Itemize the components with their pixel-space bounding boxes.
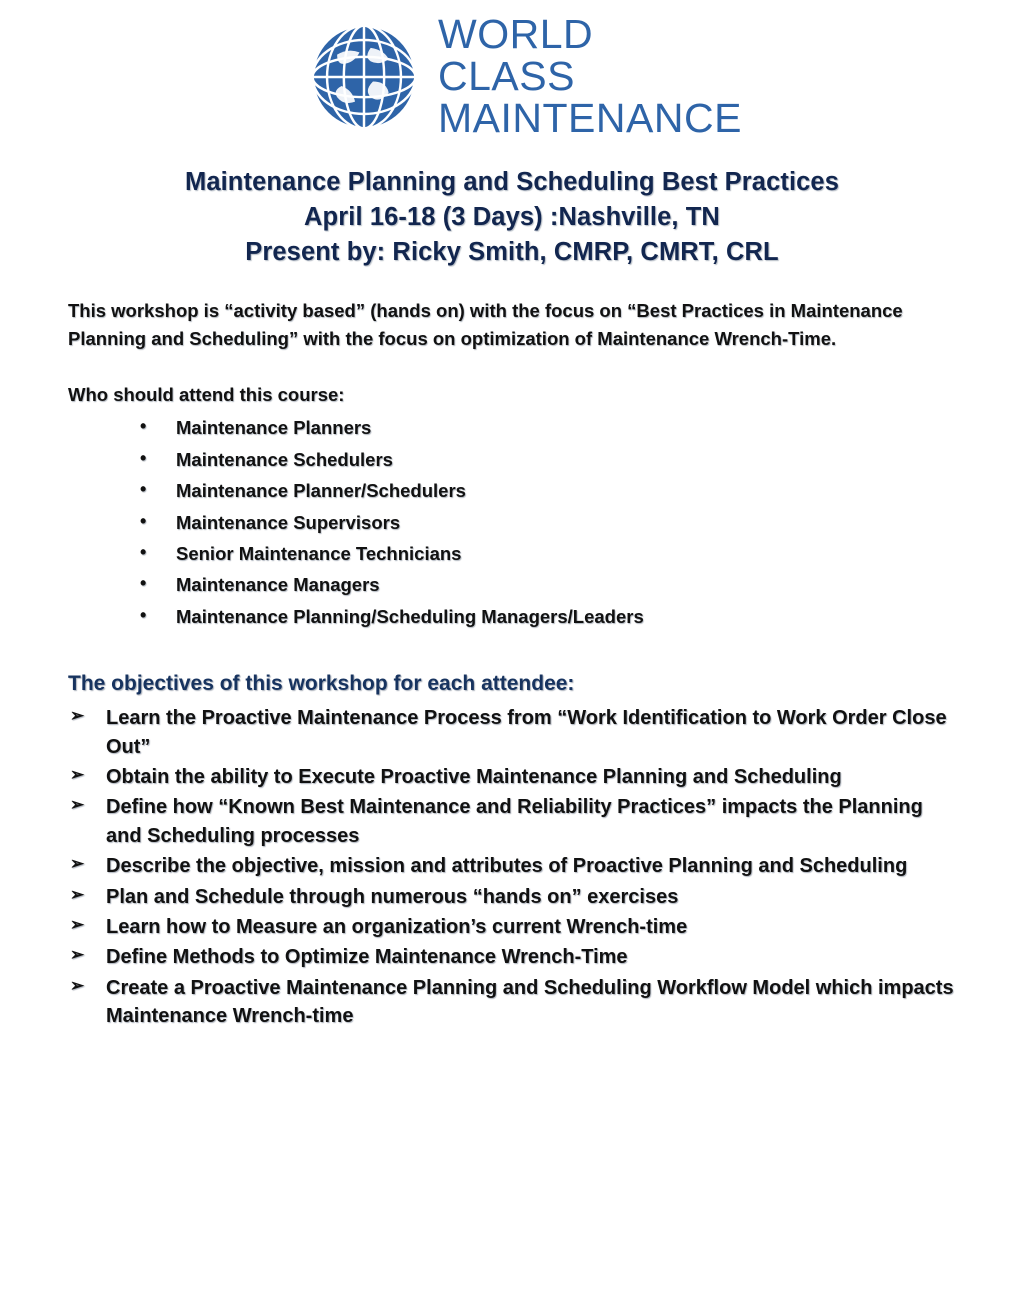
intro-paragraph: This workshop is “activity based” (hands on) with the focus on “Best Practices in Maintenance Planning and Scheduling” with the focus on optimization of Maintenance Wrench-Time. (68, 300, 903, 349)
logo-line-2: CLASS (438, 52, 575, 99)
brand-logo (68, 0, 956, 139)
list-item: • Senior Maintenance Technicians (126, 538, 956, 569)
list-item: • Maintenance Planning/Scheduling Managers/Leaders (126, 601, 956, 632)
objectives-list (68, 704, 956, 1030)
list-item: ➢ Obtain the ability to Execute Proactive Maintenance Planning and Scheduling (68, 763, 956, 791)
title-line-course: Maintenance Planning and Scheduling Best Practices (185, 168, 839, 197)
objectives-heading: The objectives of this workshop for each attendee: (68, 672, 575, 696)
list-item: ➢ Learn how to Measure an organization’s current Wrench-time (68, 913, 956, 941)
list-item: • Maintenance Managers (126, 569, 956, 600)
title-line-presenter: Present by: Ricky Smith, CMRP, CMRT, CRL (245, 237, 779, 266)
globe-icon (308, 21, 420, 133)
list-item: • Maintenance Planners (126, 412, 956, 443)
logo-line-3: MAINTENANCE (438, 94, 742, 141)
audience-list (68, 412, 956, 632)
page-title (68, 165, 956, 269)
logo-wordmark (438, 11, 742, 141)
logo-line-1: WORLD (438, 11, 594, 57)
list-item: ➢ Define Methods to Optimize Maintenance Wrench-Time (68, 943, 956, 971)
list-item: ➢ Create a Proactive Maintenance Planning and Scheduling Workflow Model which impacts Maintenance Wrench-time (68, 974, 956, 1031)
list-item: ➢ Describe the objective, mission and attributes of Proactive Planning and Scheduling (68, 852, 956, 880)
list-item: • Maintenance Schedulers (126, 444, 956, 475)
list-item: • Maintenance Planner/Schedulers (126, 475, 956, 506)
list-item: • Maintenance Supervisors (126, 507, 956, 538)
audience-heading: Who should attend this course: (68, 384, 345, 406)
list-item: ➢ Learn the Proactive Maintenance Process from “Work Identification to Work Order Close Out” (68, 704, 956, 761)
list-item: ➢ Define how “Known Best Maintenance and Reliability Practices” impacts the Planning and Scheduling processes (68, 793, 956, 850)
title-line-dates: April 16-18 (3 Days) :Nashville, TN (304, 203, 720, 232)
list-item: ➢ Plan and Schedule through numerous “hands on” exercises (68, 883, 956, 911)
